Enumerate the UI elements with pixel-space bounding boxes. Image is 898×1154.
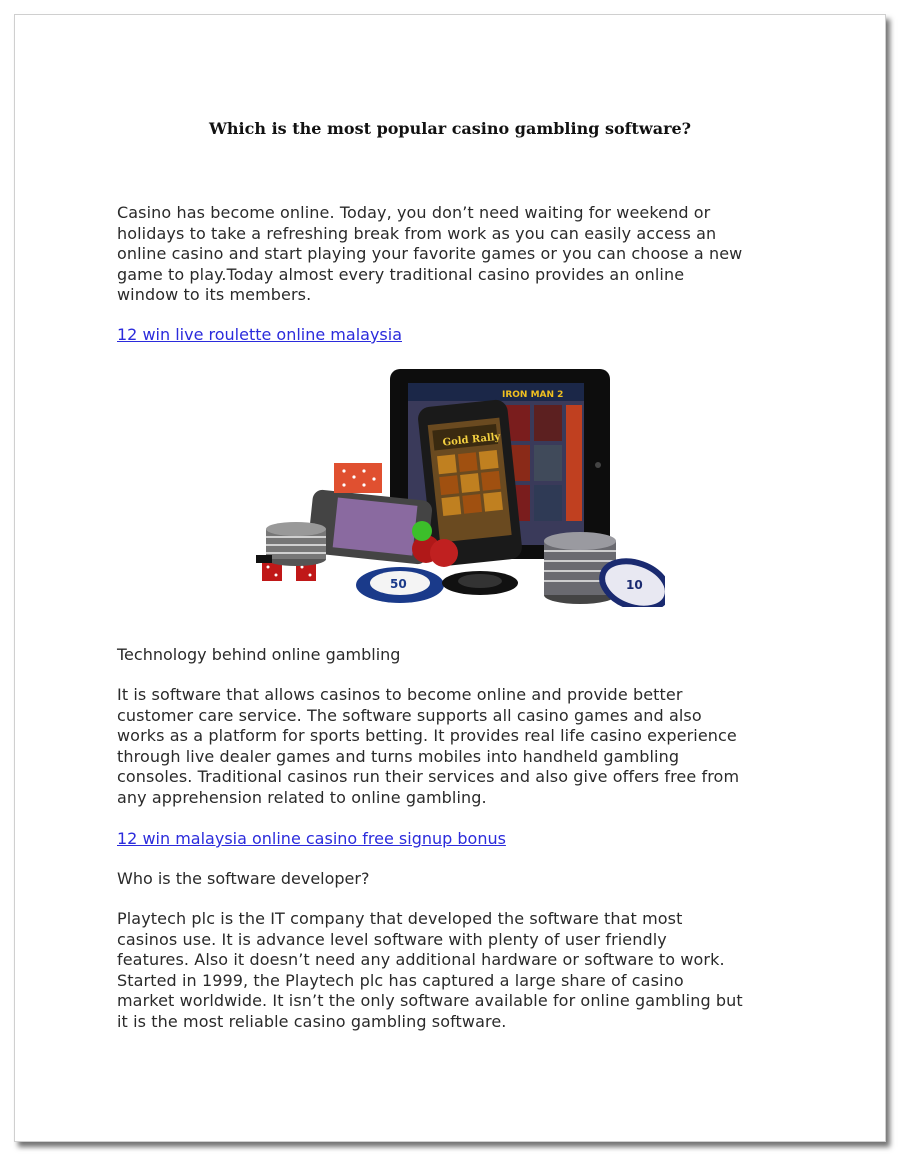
link-live-roulette[interactable]: 12 win live roulette online malaysia (117, 325, 402, 344)
green-apple (412, 521, 432, 541)
document-title: Which is the most popular casino gambling software? (208, 119, 692, 138)
casino-devices-illustration (240, 367, 665, 607)
technology-paragraph: It is software that allows casinos to become online and provide better customer care service. The software supports all casino games and also works as a platform for sports betting. It provides real life casino experience through live dealer games and turns mobiles into handheld gambling consoles. Traditional casinos run their services and also give offers free from any apprehension related to online gambling. (117, 685, 740, 807)
link-free-signup-bonus[interactable]: 12 win malaysia online casino free signup bonus (117, 829, 506, 848)
chip-stack-left (256, 522, 326, 566)
svg-text:10: 10 (626, 578, 643, 592)
tablet-label: IRON MAN 2 (502, 390, 564, 400)
intro-paragraph: Casino has become online. Today, you don’t need waiting for weekend or holidays to take a refreshing break from work as you can easily access an online casino and start playing your favorite games or you can choose a new game to play.Today almost every traditional casino provides an online window to its members. (117, 203, 743, 305)
chip-50 (356, 567, 444, 603)
section-heading-technology: Technology behind online gambling (117, 645, 401, 664)
document-page (14, 14, 886, 1142)
section-heading-developer: Who is the software developer? (117, 869, 370, 888)
phone-label: Gold Rally (442, 431, 501, 449)
svg-text:50: 50 (390, 577, 407, 591)
developer-paragraph: Playtech plc is the IT company that developed the software that most casinos use. It is advance level software with plenty of user friendly features. Also it doesn’t need any additional hardware or software to work. Started in 1999, the Playtech plc has captured a large share of casino market worldwide. It isn’t the only software available for online gambling but it is the most reliable casino gambling software. (117, 909, 743, 1031)
